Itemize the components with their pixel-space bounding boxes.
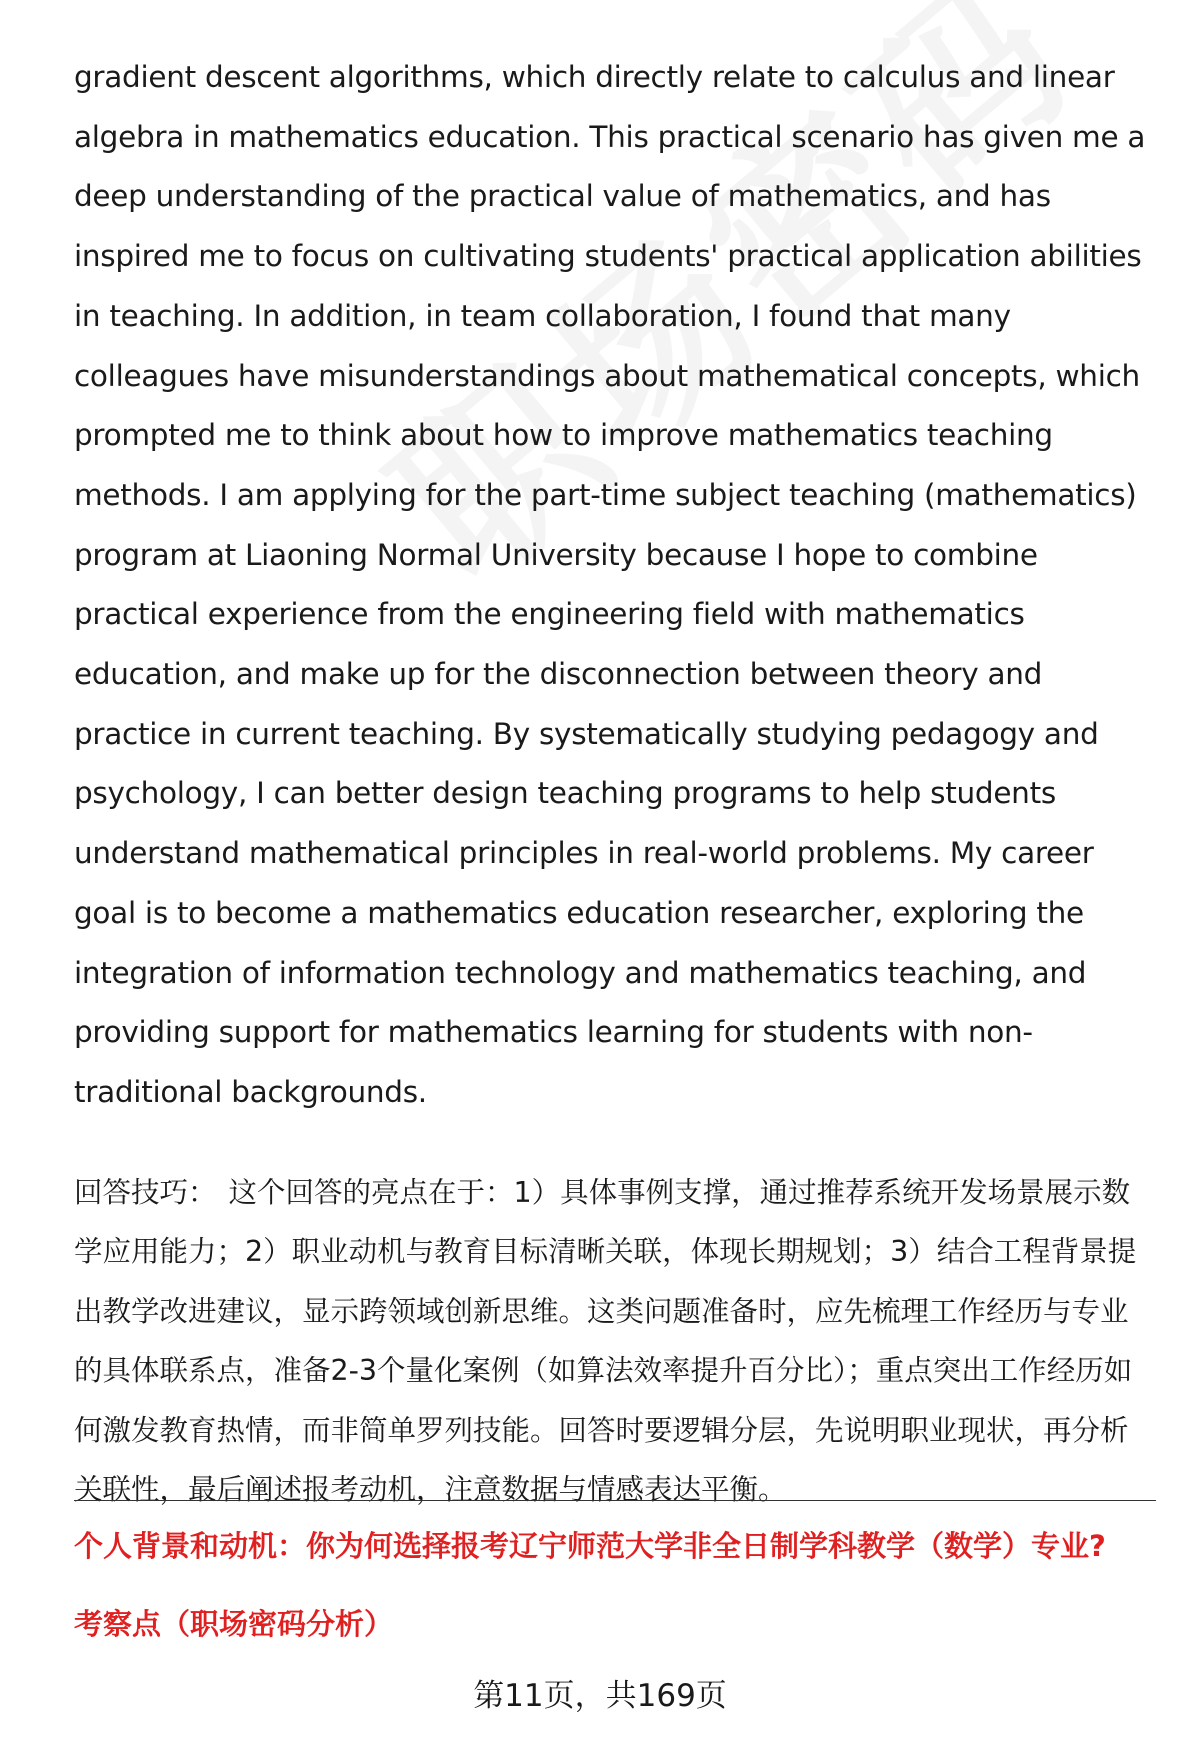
tips-text: 这个回答的亮点在于：1）具体事例支撑，通过推荐系统开发场景展示数学应用能力；2）职业动机与教育目标清晰关联，体现长期规划；3）结合工程背景提出教学改进建议，显示跨领域创新思维。这类问题准备时，应先梳理工作经历与专业的具体联系点，准备2-3个量化案例（如算法效率提升百分比）；重点突出工作经历如何激发教育热情，而非简单罗列技能。回答时要逻辑分层，先说明职业现状，再分析关联性，最后阐述报考动机，注意数据与情感表达平衡。 bbox=[74, 1175, 1137, 1507]
section-divider bbox=[74, 1500, 1156, 1501]
question-heading: 个人背景和动机：你为何选择报考辽宁师范大学非全日制学科教学（数学）专业? bbox=[74, 1529, 1106, 1563]
page-number: 第11页，共169页 bbox=[473, 1678, 727, 1714]
answer-tips bbox=[74, 1163, 1154, 1520]
tips-label: 回答技巧： bbox=[74, 1175, 217, 1209]
analysis-subheading: 考察点（职场密码分析） bbox=[74, 1607, 394, 1641]
answer-paragraph: gradient descent algorithms, which directly relate to calculus and linear algebra in mathematics education. This practical scenario has given me a deep understanding of the practical value of mathematics, and has inspired me to focus on cultivating students' practical application abilities in teaching. In addition, in team collaboration, I found that many colleagues have misunderstandings about mathematical concepts, which prompted me to think about how to improve mathematics teaching methods. I am applying for the part-time subject teaching (mathematics) program at Liaoning Normal University because I hope to combine practical experience from the engineering field with mathematics education, and make up for the disconnection between theory and practice in current teaching. By systematically studying pedagogy and psychology, I can better design teaching programs to help students understand mathematical principles in real-world problems. My career goal is to become a mathematics education researcher, exploring the integration of information technology and mathematics teaching, and providing support for mathematics learning for students with non-traditional backgrounds. bbox=[74, 60, 1146, 1109]
document-body bbox=[74, 48, 1154, 1520]
